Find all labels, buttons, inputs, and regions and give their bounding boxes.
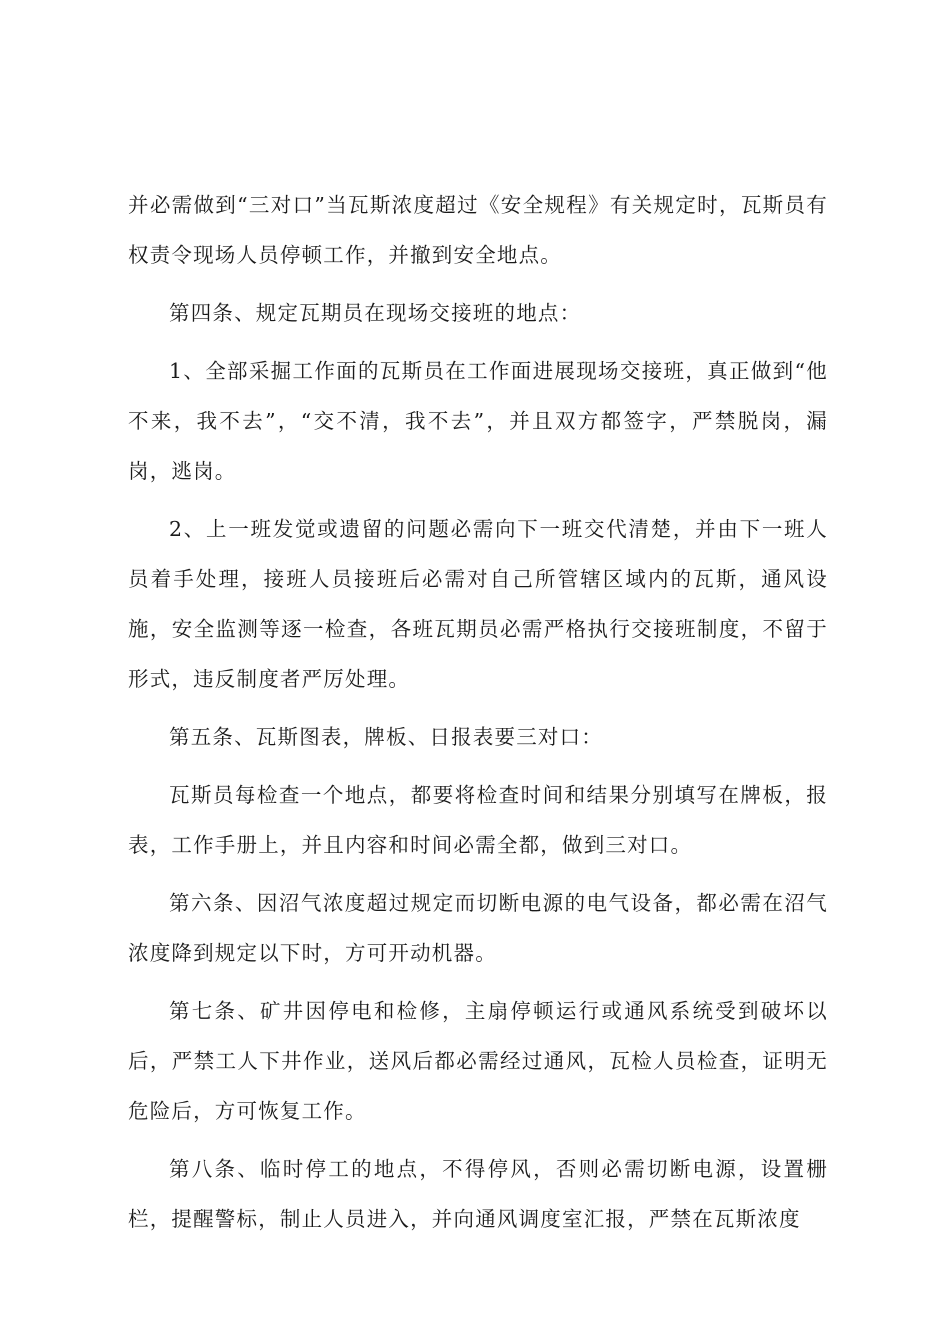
paragraph-article-5-body: 瓦斯员每检查一个地点，都要将检查时间和结果分别填写在牌板，报表，工作手册上，并且内容和时间必需全都，做到三对口。 bbox=[128, 783, 828, 857]
paragraph-continuation: 并必需做到“三对口”当瓦斯浓度超过《安全规程》有关规定时，瓦斯员有权责令现场人员停顿工作，并撤到安全地点。 bbox=[128, 193, 828, 267]
paragraph-article-4-item-2: 2、上一班发觉或遗留的问题必需向下一班交代清楚，并由下一班人员着手处理，接班人员接班后必需对自己所管辖区域内的瓦斯，通风设施，安全监测等逐一检查，各班瓦期员必需严格执行交接班制度，不留于形式，违反制度者严厉处理。 bbox=[128, 517, 828, 691]
paragraph-article-6: 第六条、因沼气浓度超过规定而切断电源的电气设备，都必需在沼气浓度降到规定以下时，方可开动机器。 bbox=[128, 891, 828, 965]
paragraph-article-8: 第八条、临时停工的地点，不得停风，否则必需切断电源，设置栅栏，提醒警标，制止人员进入，并向通风调度室汇报，严禁在瓦斯浓度 bbox=[128, 1157, 828, 1231]
paragraph-article-4-item-1: 1、全部采掘工作面的瓦斯员在工作面进展现场交接班，真正做到“他不来，我不去”，“交不清，我不去”，并且双方都签字，严禁脱岗，漏岗，逃岗。 bbox=[128, 359, 828, 483]
paragraph-article-7: 第七条、矿井因停电和检修，主扇停顿运行或通风系统受到破坏以后，严禁工人下井作业，送风后都必需经过通风，瓦检人员检查，证明无危险后，方可恢复工作。 bbox=[128, 999, 828, 1123]
paragraph-article-4-heading: 第四条、规定瓦期员在现场交接班的地点： bbox=[169, 301, 582, 325]
paragraph-article-5-heading: 第五条、瓦斯图表，牌板、日报表要三对口： bbox=[169, 725, 603, 749]
document-body bbox=[128, 180, 828, 1252]
